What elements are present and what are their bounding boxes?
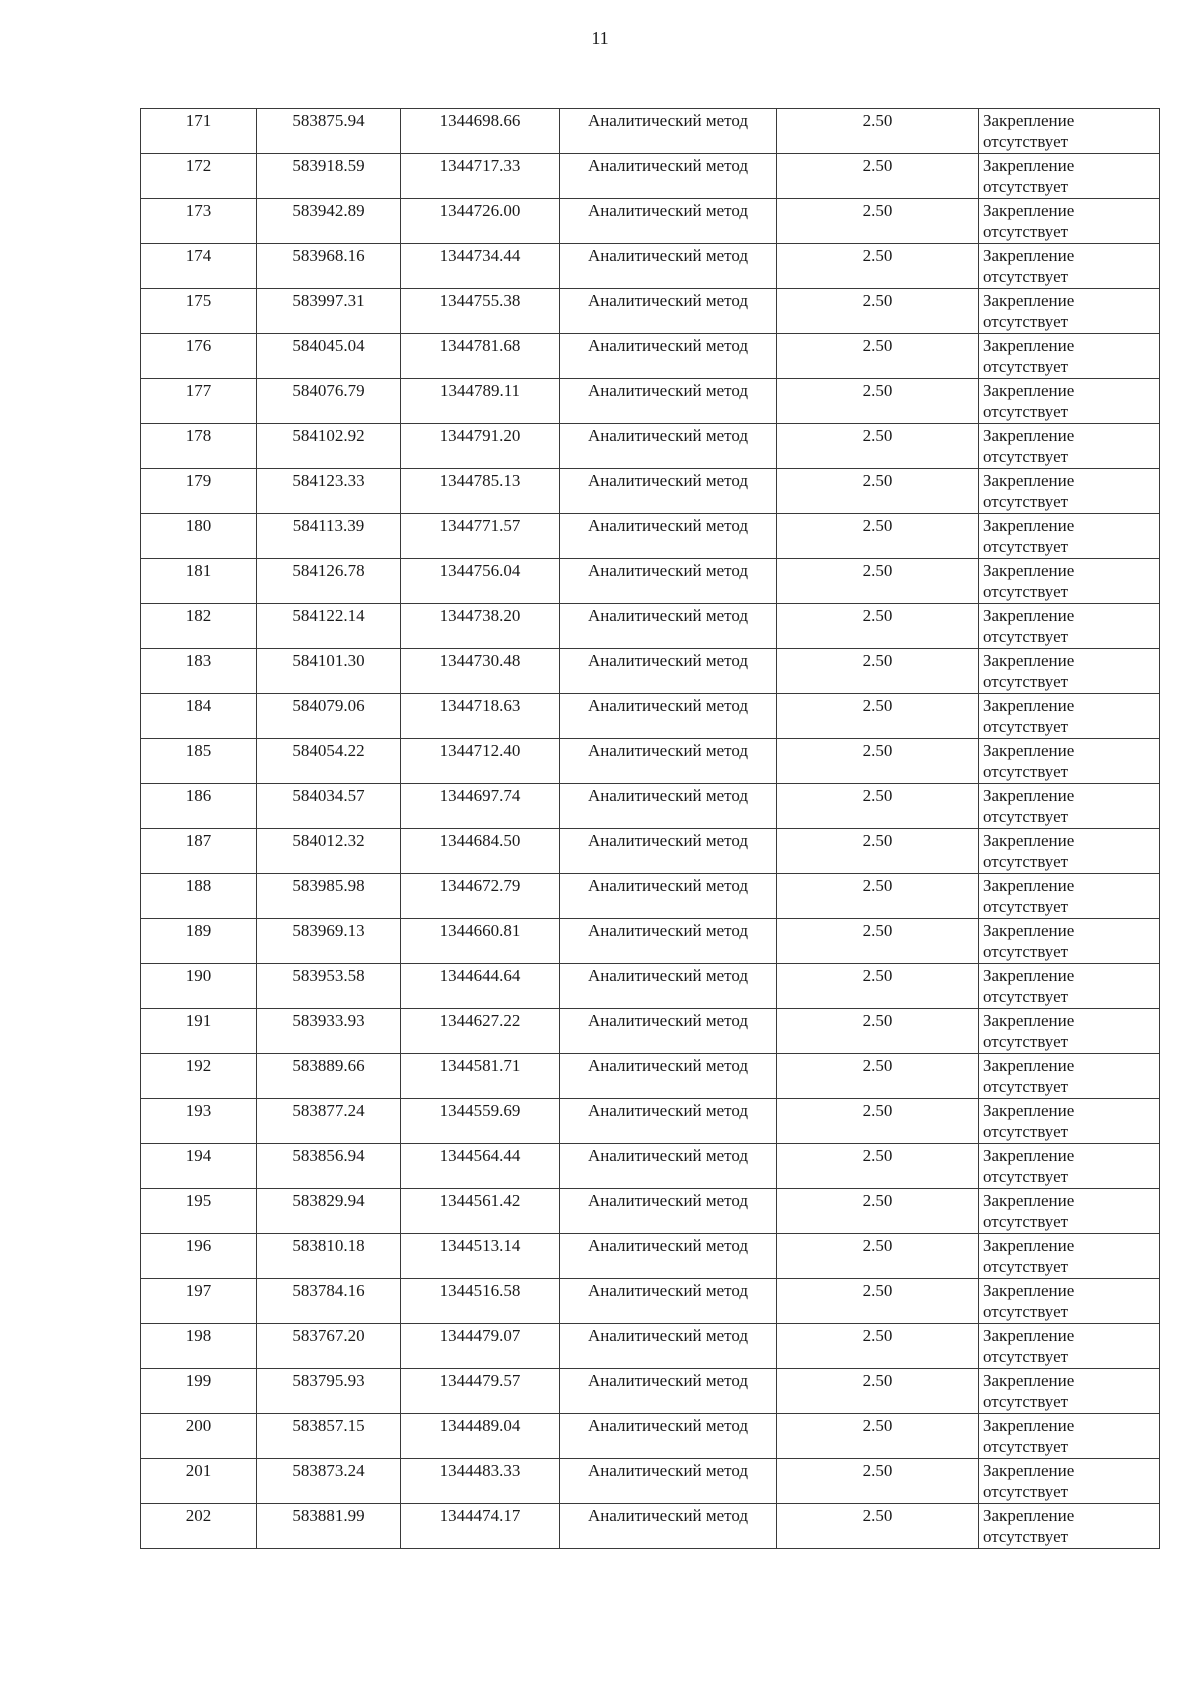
- table-row: [141, 739, 1160, 784]
- x-coordinate-cell: 584079.06: [257, 694, 401, 739]
- table-row: [141, 559, 1160, 604]
- x-coordinate-cell: 584122.14: [257, 604, 401, 649]
- y-coordinate-cell: 1344559.69: [401, 1099, 560, 1144]
- x-coordinate-cell: 584054.22: [257, 739, 401, 784]
- table-row: [141, 109, 1160, 154]
- fixing-note-cell: Закрепление отсутствует: [979, 874, 1160, 919]
- coordinates-table: [140, 108, 1160, 1549]
- fixing-note-cell: Закрепление отсутствует: [979, 649, 1160, 694]
- point-number-cell: 189: [141, 919, 257, 964]
- x-coordinate-cell: 583918.59: [257, 154, 401, 199]
- accuracy-cell: 2.50: [777, 1054, 979, 1099]
- accuracy-cell: 2.50: [777, 874, 979, 919]
- method-cell: Аналитический метод: [560, 694, 777, 739]
- x-coordinate-cell: 583810.18: [257, 1234, 401, 1279]
- method-cell: Аналитический метод: [560, 154, 777, 199]
- fixing-note-cell: Закрепление отсутствует: [979, 1234, 1160, 1279]
- point-number-cell: 180: [141, 514, 257, 559]
- fixing-note-cell: Закрепление отсутствует: [979, 154, 1160, 199]
- y-coordinate-cell: 1344734.44: [401, 244, 560, 289]
- method-cell: Аналитический метод: [560, 874, 777, 919]
- method-cell: Аналитический метод: [560, 244, 777, 289]
- point-number-cell: 190: [141, 964, 257, 1009]
- fixing-note-cell: Закрепление отсутствует: [979, 559, 1160, 604]
- x-coordinate-cell: 584012.32: [257, 829, 401, 874]
- table-row: [141, 154, 1160, 199]
- accuracy-cell: 2.50: [777, 604, 979, 649]
- fixing-note-cell: Закрепление отсутствует: [979, 244, 1160, 289]
- accuracy-cell: 2.50: [777, 1504, 979, 1549]
- point-number-cell: 171: [141, 109, 257, 154]
- table-row: [141, 604, 1160, 649]
- table-row: [141, 919, 1160, 964]
- x-coordinate-cell: 583856.94: [257, 1144, 401, 1189]
- table-row: [141, 379, 1160, 424]
- point-number-cell: 176: [141, 334, 257, 379]
- accuracy-cell: 2.50: [777, 1324, 979, 1369]
- method-cell: Аналитический метод: [560, 424, 777, 469]
- accuracy-cell: 2.50: [777, 1144, 979, 1189]
- y-coordinate-cell: 1344684.50: [401, 829, 560, 874]
- table-row: [141, 289, 1160, 334]
- x-coordinate-cell: 583873.24: [257, 1459, 401, 1504]
- point-number-cell: 187: [141, 829, 257, 874]
- point-number-cell: 172: [141, 154, 257, 199]
- fixing-note-cell: Закрепление отсутствует: [979, 469, 1160, 514]
- x-coordinate-cell: 583795.93: [257, 1369, 401, 1414]
- accuracy-cell: 2.50: [777, 109, 979, 154]
- x-coordinate-cell: 584113.39: [257, 514, 401, 559]
- accuracy-cell: 2.50: [777, 694, 979, 739]
- fixing-note-cell: Закрепление отсутствует: [979, 1324, 1160, 1369]
- y-coordinate-cell: 1344755.38: [401, 289, 560, 334]
- table-row: [141, 694, 1160, 739]
- y-coordinate-cell: 1344479.07: [401, 1324, 560, 1369]
- accuracy-cell: 2.50: [777, 1099, 979, 1144]
- method-cell: Аналитический метод: [560, 1144, 777, 1189]
- method-cell: Аналитический метод: [560, 1279, 777, 1324]
- point-number-cell: 174: [141, 244, 257, 289]
- method-cell: Аналитический метод: [560, 1189, 777, 1234]
- y-coordinate-cell: 1344771.57: [401, 514, 560, 559]
- fixing-note-cell: Закрепление отсутствует: [979, 1414, 1160, 1459]
- method-cell: Аналитический метод: [560, 1099, 777, 1144]
- method-cell: Аналитический метод: [560, 784, 777, 829]
- page-number: 11: [591, 28, 609, 48]
- method-cell: Аналитический метод: [560, 514, 777, 559]
- method-cell: Аналитический метод: [560, 1324, 777, 1369]
- accuracy-cell: 2.50: [777, 784, 979, 829]
- x-coordinate-cell: 583875.94: [257, 109, 401, 154]
- method-cell: Аналитический метод: [560, 109, 777, 154]
- y-coordinate-cell: 1344698.66: [401, 109, 560, 154]
- accuracy-cell: 2.50: [777, 964, 979, 1009]
- fixing-note-cell: Закрепление отсутствует: [979, 784, 1160, 829]
- method-cell: Аналитический метод: [560, 1369, 777, 1414]
- table-row: [141, 1054, 1160, 1099]
- fixing-note-cell: Закрепление отсутствует: [979, 424, 1160, 469]
- table-row: [141, 1279, 1160, 1324]
- y-coordinate-cell: 1344785.13: [401, 469, 560, 514]
- x-coordinate-cell: 584076.79: [257, 379, 401, 424]
- accuracy-cell: 2.50: [777, 919, 979, 964]
- accuracy-cell: 2.50: [777, 289, 979, 334]
- point-number-cell: 202: [141, 1504, 257, 1549]
- accuracy-cell: 2.50: [777, 1009, 979, 1054]
- table-row: [141, 424, 1160, 469]
- table-row: [141, 829, 1160, 874]
- accuracy-cell: 2.50: [777, 334, 979, 379]
- fixing-note-cell: Закрепление отсутствует: [979, 1054, 1160, 1099]
- x-coordinate-cell: 584126.78: [257, 559, 401, 604]
- method-cell: Аналитический метод: [560, 379, 777, 424]
- point-number-cell: 182: [141, 604, 257, 649]
- fixing-note-cell: Закрепление отсутствует: [979, 1459, 1160, 1504]
- point-number-cell: 195: [141, 1189, 257, 1234]
- accuracy-cell: 2.50: [777, 199, 979, 244]
- x-coordinate-cell: 583857.15: [257, 1414, 401, 1459]
- fixing-note-cell: Закрепление отсутствует: [979, 1009, 1160, 1054]
- table-row: [141, 649, 1160, 694]
- table-row: [141, 874, 1160, 919]
- x-coordinate-cell: 583877.24: [257, 1099, 401, 1144]
- method-cell: Аналитический метод: [560, 829, 777, 874]
- table-row: [141, 244, 1160, 289]
- x-coordinate-cell: 583985.98: [257, 874, 401, 919]
- x-coordinate-cell: 583829.94: [257, 1189, 401, 1234]
- accuracy-cell: 2.50: [777, 514, 979, 559]
- y-coordinate-cell: 1344730.48: [401, 649, 560, 694]
- method-cell: Аналитический метод: [560, 604, 777, 649]
- table-row: [141, 199, 1160, 244]
- table-row: [141, 469, 1160, 514]
- y-coordinate-cell: 1344479.57: [401, 1369, 560, 1414]
- table-row: [141, 1009, 1160, 1054]
- fixing-note-cell: Закрепление отсутствует: [979, 964, 1160, 1009]
- fixing-note-cell: Закрепление отсутствует: [979, 694, 1160, 739]
- method-cell: Аналитический метод: [560, 559, 777, 604]
- accuracy-cell: 2.50: [777, 829, 979, 874]
- x-coordinate-cell: 584123.33: [257, 469, 401, 514]
- y-coordinate-cell: 1344581.71: [401, 1054, 560, 1099]
- fixing-note-cell: Закрепление отсутствует: [979, 514, 1160, 559]
- y-coordinate-cell: 1344644.64: [401, 964, 560, 1009]
- point-number-cell: 198: [141, 1324, 257, 1369]
- y-coordinate-cell: 1344483.33: [401, 1459, 560, 1504]
- table-row: [141, 1144, 1160, 1189]
- accuracy-cell: 2.50: [777, 649, 979, 694]
- point-number-cell: 184: [141, 694, 257, 739]
- table-row: [141, 1234, 1160, 1279]
- method-cell: Аналитический метод: [560, 469, 777, 514]
- fixing-note-cell: Закрепление отсутствует: [979, 1144, 1160, 1189]
- method-cell: Аналитический метод: [560, 1504, 777, 1549]
- fixing-note-cell: Закрепление отсутствует: [979, 379, 1160, 424]
- y-coordinate-cell: 1344561.42: [401, 1189, 560, 1234]
- table-row: [141, 1099, 1160, 1144]
- y-coordinate-cell: 1344712.40: [401, 739, 560, 784]
- x-coordinate-cell: 583953.58: [257, 964, 401, 1009]
- point-number-cell: 183: [141, 649, 257, 694]
- method-cell: Аналитический метод: [560, 199, 777, 244]
- accuracy-cell: 2.50: [777, 154, 979, 199]
- y-coordinate-cell: 1344791.20: [401, 424, 560, 469]
- fixing-note-cell: Закрепление отсутствует: [979, 289, 1160, 334]
- point-number-cell: 196: [141, 1234, 257, 1279]
- accuracy-cell: 2.50: [777, 1414, 979, 1459]
- point-number-cell: 185: [141, 739, 257, 784]
- method-cell: Аналитический метод: [560, 919, 777, 964]
- y-coordinate-cell: 1344474.17: [401, 1504, 560, 1549]
- y-coordinate-cell: 1344738.20: [401, 604, 560, 649]
- x-coordinate-cell: 584034.57: [257, 784, 401, 829]
- point-number-cell: 194: [141, 1144, 257, 1189]
- point-number-cell: 201: [141, 1459, 257, 1504]
- fixing-note-cell: Закрепление отсутствует: [979, 1099, 1160, 1144]
- accuracy-cell: 2.50: [777, 1189, 979, 1234]
- table-row: [141, 1414, 1160, 1459]
- point-number-cell: 200: [141, 1414, 257, 1459]
- y-coordinate-cell: 1344789.11: [401, 379, 560, 424]
- x-coordinate-cell: 583784.16: [257, 1279, 401, 1324]
- x-coordinate-cell: 584102.92: [257, 424, 401, 469]
- point-number-cell: 175: [141, 289, 257, 334]
- method-cell: Аналитический метод: [560, 739, 777, 784]
- y-coordinate-cell: 1344781.68: [401, 334, 560, 379]
- method-cell: Аналитический метод: [560, 334, 777, 379]
- method-cell: Аналитический метод: [560, 964, 777, 1009]
- method-cell: Аналитический метод: [560, 1009, 777, 1054]
- accuracy-cell: 2.50: [777, 1369, 979, 1414]
- y-coordinate-cell: 1344717.33: [401, 154, 560, 199]
- fixing-note-cell: Закрепление отсутствует: [979, 109, 1160, 154]
- fixing-note-cell: Закрепление отсутствует: [979, 1189, 1160, 1234]
- fixing-note-cell: Закрепление отсутствует: [979, 1279, 1160, 1324]
- table-row: [141, 1504, 1160, 1549]
- x-coordinate-cell: 583969.13: [257, 919, 401, 964]
- x-coordinate-cell: 584101.30: [257, 649, 401, 694]
- y-coordinate-cell: 1344660.81: [401, 919, 560, 964]
- y-coordinate-cell: 1344672.79: [401, 874, 560, 919]
- table-row: [141, 1324, 1160, 1369]
- method-cell: Аналитический метод: [560, 1234, 777, 1279]
- table-row: [141, 1189, 1160, 1234]
- accuracy-cell: 2.50: [777, 469, 979, 514]
- accuracy-cell: 2.50: [777, 244, 979, 289]
- method-cell: Аналитический метод: [560, 649, 777, 694]
- point-number-cell: 181: [141, 559, 257, 604]
- y-coordinate-cell: 1344697.74: [401, 784, 560, 829]
- point-number-cell: 191: [141, 1009, 257, 1054]
- point-number-cell: 199: [141, 1369, 257, 1414]
- y-coordinate-cell: 1344489.04: [401, 1414, 560, 1459]
- x-coordinate-cell: 583933.93: [257, 1009, 401, 1054]
- y-coordinate-cell: 1344516.58: [401, 1279, 560, 1324]
- point-number-cell: 192: [141, 1054, 257, 1099]
- y-coordinate-cell: 1344726.00: [401, 199, 560, 244]
- y-coordinate-cell: 1344564.44: [401, 1144, 560, 1189]
- accuracy-cell: 2.50: [777, 424, 979, 469]
- method-cell: Аналитический метод: [560, 1414, 777, 1459]
- table-row: [141, 1369, 1160, 1414]
- accuracy-cell: 2.50: [777, 1279, 979, 1324]
- table-row: [141, 1459, 1160, 1504]
- x-coordinate-cell: 584045.04: [257, 334, 401, 379]
- x-coordinate-cell: 583997.31: [257, 289, 401, 334]
- fixing-note-cell: Закрепление отсутствует: [979, 604, 1160, 649]
- x-coordinate-cell: 583881.99: [257, 1504, 401, 1549]
- point-number-cell: 173: [141, 199, 257, 244]
- fixing-note-cell: Закрепление отсутствует: [979, 1369, 1160, 1414]
- fixing-note-cell: Закрепление отсутствует: [979, 1504, 1160, 1549]
- accuracy-cell: 2.50: [777, 379, 979, 424]
- y-coordinate-cell: 1344756.04: [401, 559, 560, 604]
- x-coordinate-cell: 583767.20: [257, 1324, 401, 1369]
- accuracy-cell: 2.50: [777, 559, 979, 604]
- point-number-cell: 188: [141, 874, 257, 919]
- method-cell: Аналитический метод: [560, 289, 777, 334]
- point-number-cell: 177: [141, 379, 257, 424]
- accuracy-cell: 2.50: [777, 739, 979, 784]
- fixing-note-cell: Закрепление отсутствует: [979, 739, 1160, 784]
- y-coordinate-cell: 1344718.63: [401, 694, 560, 739]
- fixing-note-cell: Закрепление отсутствует: [979, 334, 1160, 379]
- method-cell: Аналитический метод: [560, 1459, 777, 1504]
- point-number-cell: 193: [141, 1099, 257, 1144]
- accuracy-cell: 2.50: [777, 1234, 979, 1279]
- table-row: [141, 334, 1160, 379]
- x-coordinate-cell: 583889.66: [257, 1054, 401, 1099]
- point-number-cell: 197: [141, 1279, 257, 1324]
- fixing-note-cell: Закрепление отсутствует: [979, 919, 1160, 964]
- point-number-cell: 179: [141, 469, 257, 514]
- y-coordinate-cell: 1344513.14: [401, 1234, 560, 1279]
- accuracy-cell: 2.50: [777, 1459, 979, 1504]
- table-row: [141, 784, 1160, 829]
- table-row: [141, 514, 1160, 559]
- table-row: [141, 964, 1160, 1009]
- fixing-note-cell: Закрепление отсутствует: [979, 829, 1160, 874]
- method-cell: Аналитический метод: [560, 1054, 777, 1099]
- coordinates-table-body: [141, 109, 1160, 1549]
- point-number-cell: 178: [141, 424, 257, 469]
- y-coordinate-cell: 1344627.22: [401, 1009, 560, 1054]
- fixing-note-cell: Закрепление отсутствует: [979, 199, 1160, 244]
- point-number-cell: 186: [141, 784, 257, 829]
- x-coordinate-cell: 583942.89: [257, 199, 401, 244]
- x-coordinate-cell: 583968.16: [257, 244, 401, 289]
